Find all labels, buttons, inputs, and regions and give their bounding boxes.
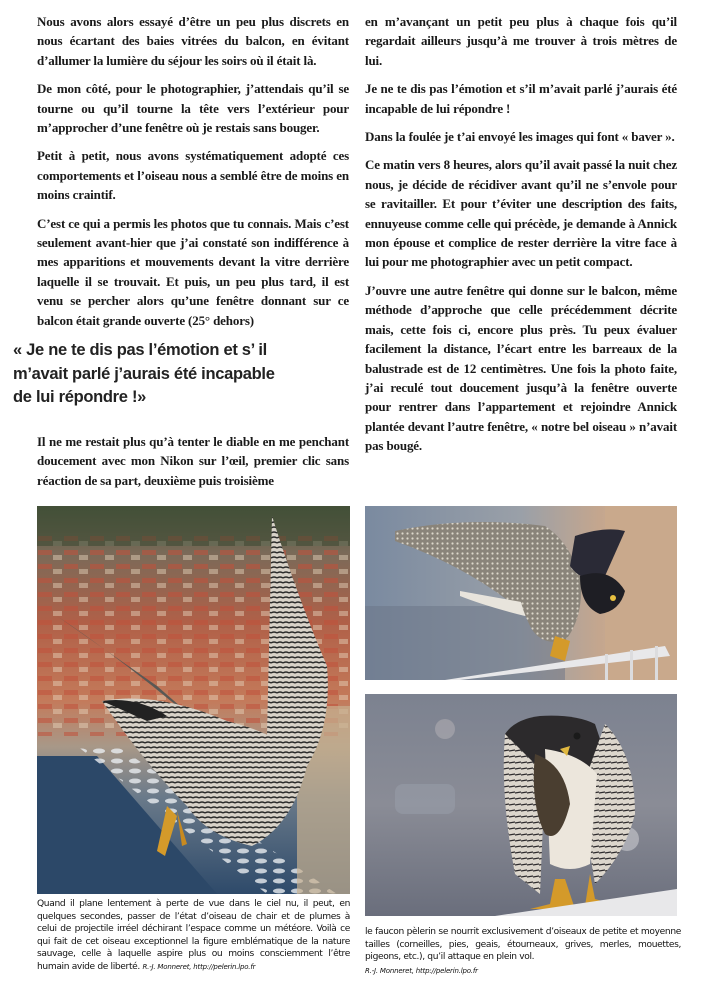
photo-eating-falcon xyxy=(365,694,677,916)
paragraph: J’ouvre une autre fenêtre qui donne sur le balcon, même méthode d’approche que celle précédemment décrite mais, cette fois ci, encore plus près. Tu peux évaluer facilement la distance, l’écart entre les barreaux de la balustrade est de 12 centimètres. Une fois la photo faite, j’ai reculé tout doucement jusqu’à la fenêtre ouverte pour rentrer dans l’appartement et rejoindre Annick plantée devant l’autre fenêtre, « notre bel oiseau » n’avait pas bougé. xyxy=(365,282,677,454)
paragraph: Ce matin vers 8 heures, alors qu’il avait passé la nuit chez nous, je décide de récidiver avant qu’il ne s’envole pour se ravitailler. Et pour t’éviter une description des faits, ennuyeuse comme celle qui précède, je demande à Annick mon épouse et complice de rester derrière la vitre face à lui pour me photographier avec un petit compact. xyxy=(365,157,677,270)
paragraph: C’est ce qui a permis les photos que tu connais. Mais c’est seulement avant-hier que j’ai constaté son indifférence à mes apparitions et mouvements devant la vitre derrière laquelle il se trouvait. Et puis, un peu plus tard, il est venu se percher alors qu’une fenêtre donnant sur ce balcon était grande ouverte (25° dehors) xyxy=(37,215,349,328)
caption-text: le faucon pèlerin se nourrit exclusivement d’oiseaux de petite et moyenne tailles (corneilles, pies, geais, étourneaux, grives, merles, mouettes, pigeons, etc.), qu’il attaque en plein vol. xyxy=(365,927,681,963)
eating-falcon-image xyxy=(365,694,677,916)
article-right-column xyxy=(365,12,677,465)
photo-landing-falcon xyxy=(365,506,677,680)
landing-falcon-image xyxy=(365,506,677,680)
diving-falcon-image xyxy=(37,506,350,894)
article-left-column-continued xyxy=(37,432,349,499)
photo-caption-eat xyxy=(365,926,681,977)
paragraph: Petit à petit, nous avons systématiquement adopté ces comportements et l’oiseau nous a semblé être de moins en moins craintif. xyxy=(37,148,349,203)
paragraph: en m’avançant un petit peu plus à chaque fois qu’il regardait ailleurs jusqu’à me trouver à trois mètres de lui. xyxy=(365,14,677,68)
photo-credit: R.-J. Monneret, http://pelerin.lpo.fr xyxy=(142,962,256,971)
paragraph: Dans la foulée je t’ai envoyé les images qui font « baver ». xyxy=(365,129,675,145)
paragraph: De mon côté, pour le photographier, j’attendais qu’il se tourne ou qu’il tourne la tête vers l’extérieur pour m’approcher d’une fenêtre où je restais sans bouger. xyxy=(37,81,349,136)
paragraph: Je ne te dis pas l’émotion et s’il m’avait parlé j’aurais été incapable de lui répondre ! xyxy=(365,81,677,116)
photo-diving-falcon xyxy=(37,506,350,894)
photo-credit: R.-J. Monneret, http://pelerin.lpo.fr xyxy=(365,966,478,975)
paragraph: Nous avons alors essayé d’être un peu plus discrets en nous écartant des baies vitrées du balcon, en évitant d’allumer la lumière du séjour les soirs où il était là. xyxy=(37,14,349,68)
caption-text: Quand il plane lentement à perte de vue dans le ciel nu, il peut, en quelques secondes, passer de l’état d’oiseau de chair et de plumes à celui de projectile irréel déchirant l’espace comme un météore. Voilà ce qui fait de cet oiseau exceptionnel la figure emblématique de la nature sauvage, celle à laquelle aspire plus ou moins consciemment l’être humain avide de liberté. xyxy=(37,899,350,972)
photo-caption-dive xyxy=(37,898,350,974)
article-left-column xyxy=(37,12,349,339)
paragraph: Il ne me restait plus qu’à tenter le diable en me penchant doucement avec mon Nikon sur l’œil, premier clic sans réaction de sa part, deuxième puis troisième xyxy=(37,434,349,488)
pull-quote: « Je ne te dis pas l’émotion et s’ il m’avait parlé j’aurais été incapable de lui répondre !» xyxy=(13,341,275,406)
